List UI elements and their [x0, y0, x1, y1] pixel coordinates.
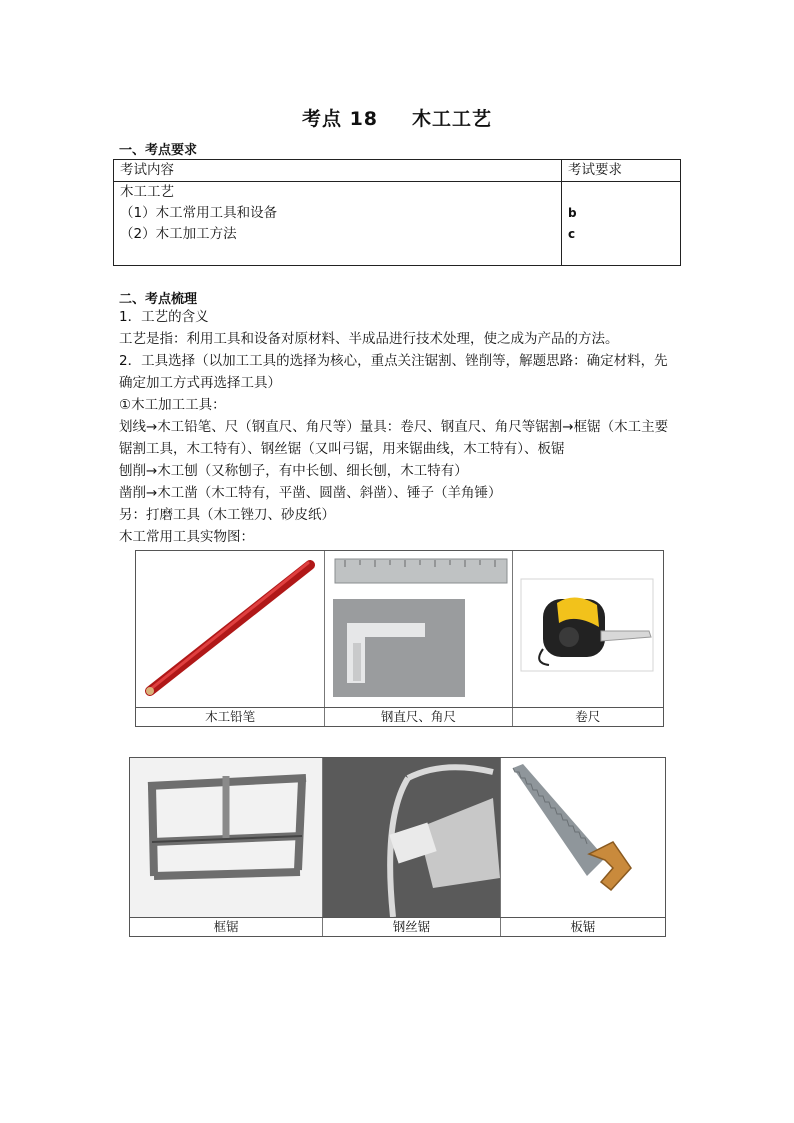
table-header-content: 考试内容: [114, 160, 562, 182]
photo-table-row2: [129, 757, 666, 937]
body-line: 另：打磨工具（木工锉刀、砂皮纸）: [119, 507, 335, 523]
frame-saw-image: [130, 758, 323, 917]
caption-ruler-square: 钢直尺、角尺: [325, 708, 512, 726]
body-line: 划线→木工铅笔、尺（钢直尺、角尺等）量具：卷尺、钢直尺、角尺等锯割→框锯（木工主要锯割工具，木工特有）、钢丝锯（又叫弓锯，用来锯曲线，木工特有）、板锯: [119, 419, 669, 457]
section2-body: [119, 306, 679, 548]
table-requirement-cell: [562, 182, 681, 266]
body-line: 1．工艺的含义: [119, 309, 209, 325]
title-text: 木工工艺: [412, 108, 493, 130]
table-header-requirement: 考试要求: [562, 160, 681, 182]
coping-saw-image: [323, 758, 500, 917]
table-row: （2）木工加工方法: [120, 226, 237, 242]
table-row: 木工工艺: [120, 184, 174, 200]
table-row: [568, 182, 674, 203]
caption-frame-saw: 框锯: [130, 918, 323, 936]
caption-panel-saw: 板锯: [570, 919, 596, 934]
panel-saw-image: [501, 758, 665, 917]
body-line: ①木工加工工具：: [119, 397, 226, 413]
caption-pencil: 木工铅笔: [136, 708, 325, 726]
body-line: 工艺是指：利用工具和设备对原材料、半成品进行技术处理，使之成为产品的方法。: [119, 331, 619, 347]
table-row: （1）木工常用工具和设备: [120, 205, 278, 221]
pencil-image: [136, 551, 325, 707]
photo-table-row1: [135, 550, 664, 727]
requirement-table: [113, 159, 681, 266]
body-line: 木工常用工具实物图：: [119, 529, 254, 545]
caption-tape-measure: 卷尺: [575, 709, 601, 724]
caption-coping-saw: 钢丝锯: [323, 918, 500, 936]
body-line: 凿削→木工凿（木工特有，平凿、圆凿、斜凿）、锤子（羊角锤）: [119, 485, 502, 501]
body-line: 2．工具选择（以加工工具的选择为核心，重点关注锯割、锉削等，解题思路：确定材料，先确定加工方式再选择工具）: [119, 353, 668, 391]
body-line: 刨削→木工刨（又称刨子，有中长刨、细长刨，木工特有）: [119, 463, 468, 479]
section1-heading: 一、考点要求: [119, 143, 198, 158]
table-content-cell: [114, 182, 562, 266]
tape-measure-image: [513, 551, 663, 707]
section2-heading: 二、考点梳理: [119, 292, 198, 307]
page-title: [0, 104, 794, 131]
ruler-square-image: [325, 551, 512, 707]
title-number: 考点 18: [301, 108, 379, 130]
table-row: c: [568, 227, 576, 241]
table-row: b: [568, 206, 577, 220]
